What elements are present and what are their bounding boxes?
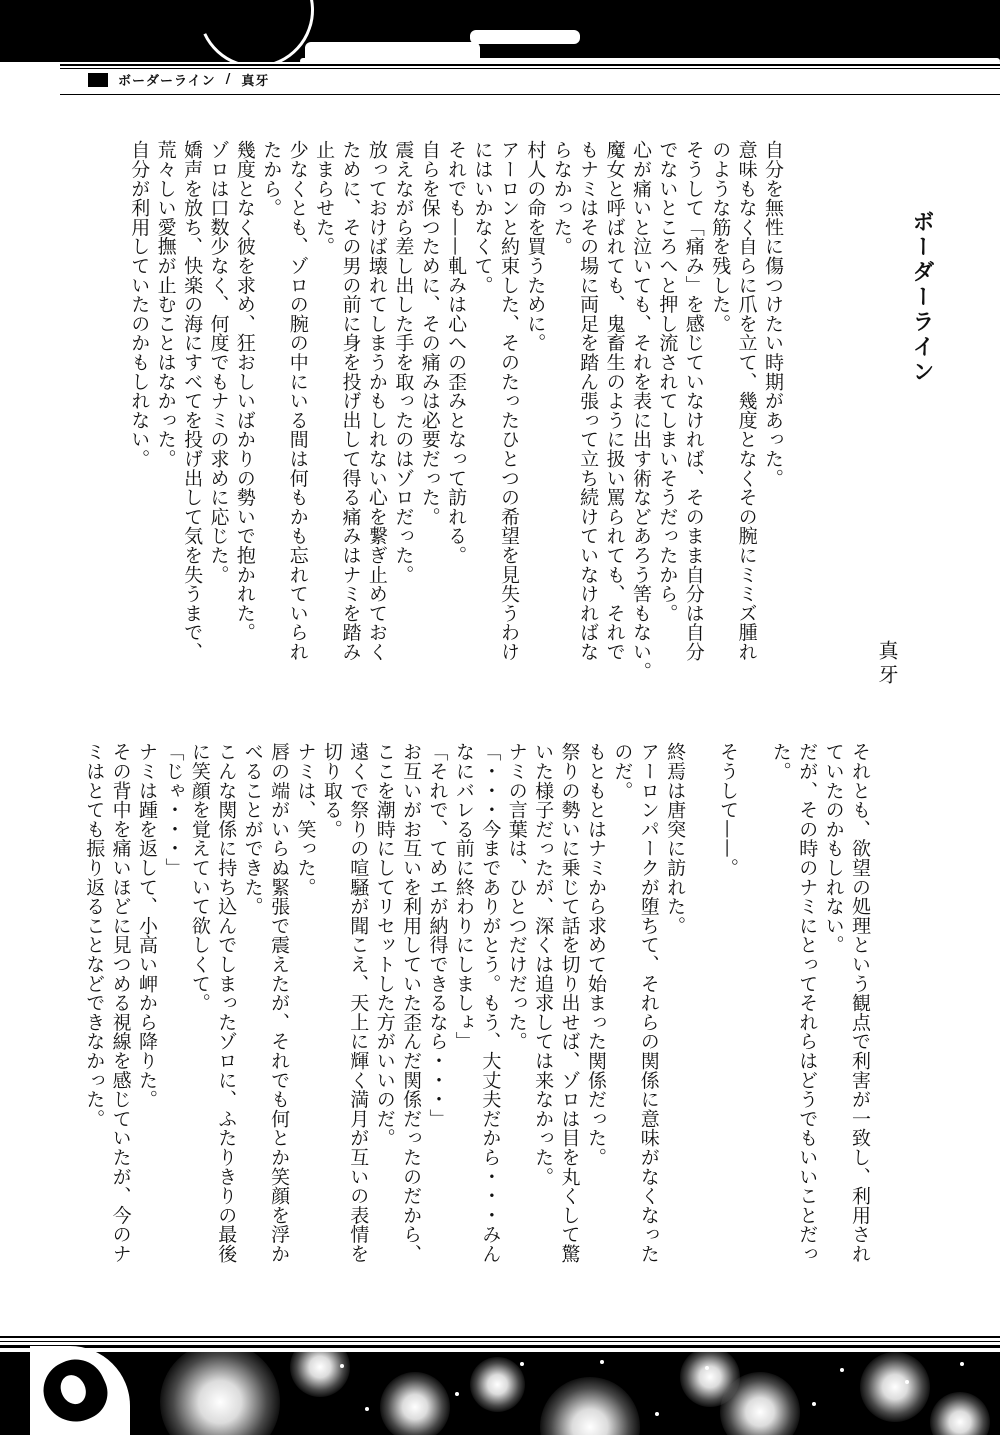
running-head <box>88 70 269 89</box>
star-dot <box>365 1407 369 1411</box>
star-dot <box>705 1366 709 1370</box>
story-body-upper: 自分を無性に傷つけたい時期があった。 意味もなく自らに爪を立て、幾度となくその腕にミミズ腫れ のような筋を残した。 そうして「痛み」を感じていなければ、そのまま自分は自分 でないところへと押し流されてしまいそうだったから。 心が痛いと泣いても、それを表に出す術などあろう筈もない。 魔女と呼ばれても、鬼畜生のように扱い罵られても、それで もナミはその場に両足を踏ん張って立ち続けていなければな らなかった。 村人の命を買うために。 アーロンと約束した、そのたったひとつの希望を見失うわけ にはいかなくて。 それでも——軋みは心への歪みとなって訪れる。 自らを保つために、その痛みは必要だった。 震えながら差し出した手を取ったのはゾロだった。 放っておけば壊れてしまうかもしれない心を繋ぎ止めておく ために、その男の前に身を投げ出して得る痛みはナミを踏み 止まらせた。 少なくとも、ゾロの腕の中にいる間は何もかも忘れていられ たから。 幾度となく彼を求め、狂おしいばかりの勢いで抱かれた。 ゾロは口数少なく、何度でもナミの求めに応じた。 嬌声を放ち、快楽の海にすべてを投げ出して気を失うまで、 荒々しい愛撫が止むことはなかった。 自分が利用していたのかもしれない。 <box>128 140 784 681</box>
star-dot <box>960 1362 964 1366</box>
story-author: 真牙 <box>875 640 899 688</box>
jolly-roger-icon <box>34 1350 116 1432</box>
running-head-separator: / <box>225 72 232 87</box>
star-glow <box>860 1352 930 1422</box>
header-rule <box>60 94 1000 95</box>
header-divider <box>60 64 1000 66</box>
star-glow <box>540 1377 640 1435</box>
star-glow <box>380 1372 450 1435</box>
starry-footer <box>0 1352 1000 1435</box>
page-header <box>0 0 1000 100</box>
running-head-author: 真牙 <box>241 74 270 89</box>
star-dot <box>812 1402 816 1406</box>
star-dot <box>455 1392 459 1396</box>
footer-rules <box>0 1336 1000 1350</box>
star-glow <box>930 1392 990 1435</box>
header-divider <box>60 68 1000 69</box>
star-dot <box>520 1362 524 1366</box>
star-dot <box>340 1364 344 1368</box>
star-glow <box>290 1352 350 1397</box>
story-title: ボーダーライン <box>909 210 935 385</box>
star-dot <box>905 1380 909 1384</box>
cloud-ornament <box>470 30 580 44</box>
running-head-title: ボーダーライン <box>118 74 216 89</box>
story-body-lower: それとも、欲望の処理という観点で利害が一致し、利用され ていたのかもしれない。 だが、その時のナミにとってそれらはどうでもいいことだっ た。 そうして——。 終焉は唐突に訪れた。 アーロンパークが堕ちて、それらの関係に意味がなくなった のだ。 もともとはナミから求めて始まった関係だった。 祭りの勢いに乗じて話を切り出せば、ゾロは目を丸くして驚 いた様子だったが、深くは追求しては来なかった。 ナミの言葉は、ひとつだけだった。 「・・・今までありがとう。もう、大丈夫だから・・・みん なにバレる前に終わりにしましょ」 「それで、てめエが納得できるなら・・・」 お互いがお互いを利用していた歪んだ関係だったのだから、 ここを潮時にしてリセットした方がいいのだ。 遠くで祭りの喧騒が聞こえ、天上に輝く満月が互いの表情を 切り取る。 ナミは、笑った。 唇の端がいらぬ緊張で震えたが、それでも何とか笑顔を浮か べることができた。 こんな関係に持ち込んでしまったゾロに、ふたりきりの最後 に笑顔を覚えていて欲しくて。 「じゃ・・・」 ナミは踵を返して、小高い岬から降りた。 その背中を痛いほどに見つめる視線を感じていたが、今のナ ミはとても振り返ることなどできなかった。 <box>83 742 871 1264</box>
star-dot <box>840 1368 844 1372</box>
star-glow <box>160 1352 280 1435</box>
star-dot <box>600 1360 604 1364</box>
star-glow <box>470 1357 525 1412</box>
star-dot <box>655 1412 659 1416</box>
running-head-marker <box>88 73 108 87</box>
